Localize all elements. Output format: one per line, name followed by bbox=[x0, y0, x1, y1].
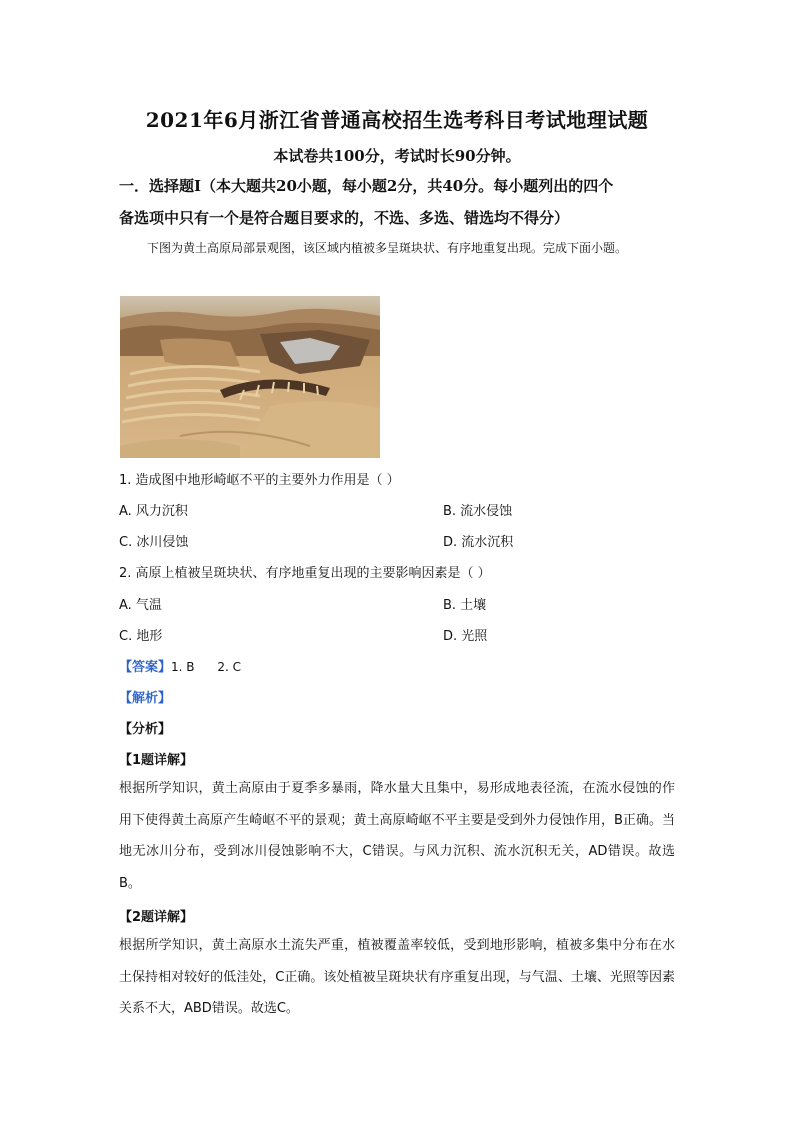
answer-values: 1. B 2. C bbox=[171, 660, 242, 674]
question-intro: 下图为黄土高原局部景观图，该区域内植被多呈斑块状、有序地重复出现。完成下面小题。 bbox=[147, 241, 628, 255]
question-2-option-b: B. 土壤 bbox=[443, 598, 487, 613]
question-1-option-c: C. 冰川侵蚀 bbox=[119, 535, 189, 550]
question-1-option-a: A. 风力沉积 bbox=[119, 504, 188, 519]
question-2-option-d: D. 光照 bbox=[443, 629, 488, 644]
answer-line bbox=[119, 656, 241, 675]
question-1-stem: 1. 造成图中地形崎岖不平的主要外力作用是（ ） bbox=[119, 473, 400, 488]
detail-1-label: 【1题详解】 bbox=[119, 753, 194, 768]
fenxi-label: 【分析】 bbox=[119, 722, 172, 737]
question-2-stem: 2. 高原上植被呈斑块状、有序地重复出现的主要影响因素是（ ） bbox=[119, 566, 491, 581]
analysis-label: 【解析】 bbox=[119, 691, 172, 706]
page-title: 2021年6月浙江省普通高校招生选考科目考试地理试题 bbox=[145, 108, 649, 132]
question-1-option-b: B. 流水侵蚀 bbox=[443, 504, 513, 519]
question-2-option-a: A. 气温 bbox=[119, 598, 162, 613]
detail-2-label: 【2题详解】 bbox=[119, 910, 194, 925]
detail-1-text: 根据所学知识，黄土高原由于夏季多暴雨，降水量大且集中，易形成地表径流，在流水侵蚀的作用下使得黄土高原产生崎岖不平的景观；黄土高原崎岖不平主要是受到外力侵蚀作用，B正确。当地无冰川分布，受到冰川侵蚀影响不大，C错误。与风力沉积、流水沉积无关，AD错误。故选B。 bbox=[119, 781, 675, 891]
answer-label: 【答案】 bbox=[119, 660, 172, 675]
section-heading-line-1: 一．选择题Ⅰ（本大题共20小题，每小题2分，共40分。每小题列出的四个 bbox=[119, 177, 614, 195]
question-2-option-c: C. 地形 bbox=[119, 629, 163, 644]
detail-2-text: 根据所学知识，黄土高原水土流失严重，植被覆盖率较低，受到地形影响，植被多集中分布在水土保持相对较好的低洼处，C正确。该处植被呈斑块状有序重复出现，与气温、土壤、光照等因素关系不大，ABD错误。故选C。 bbox=[119, 938, 675, 1016]
section-heading-line-2: 备选项中只有一个是符合题目要求的，不选、多选、错选均不得分） bbox=[119, 209, 570, 227]
terrace-slope bbox=[160, 338, 240, 367]
loess-plateau-photo bbox=[120, 296, 380, 458]
question-1-option-d: D. 流水沉积 bbox=[443, 535, 514, 550]
exam-info: 本试卷共100分，考试时长90分钟。 bbox=[273, 147, 521, 165]
